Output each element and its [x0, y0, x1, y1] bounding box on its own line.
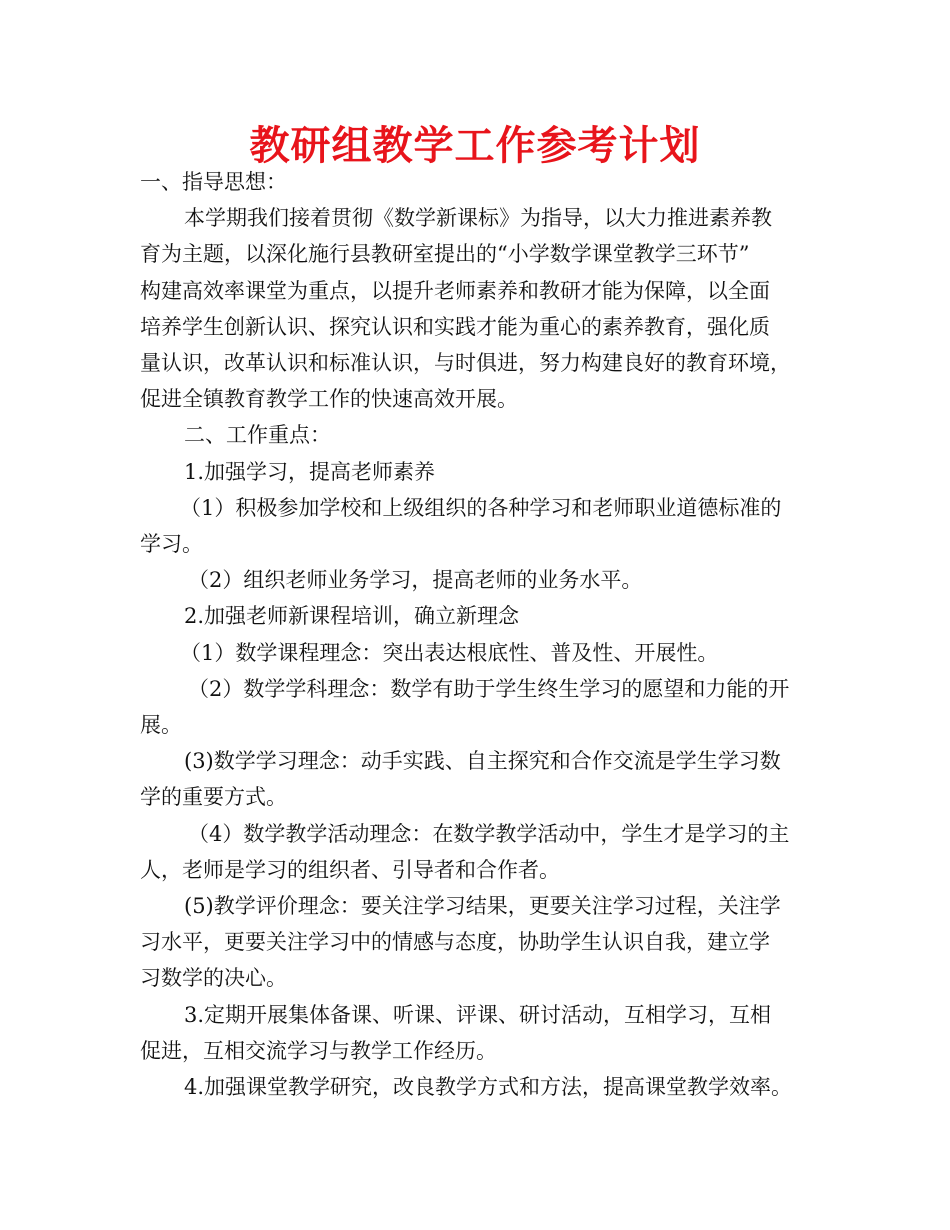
list-item: (5)教学评价理念：要关注学习结果，更要关注学习过程，关注学	[184, 894, 781, 919]
list-item: （2）数学学科理念：数学有助于学生终生学习的愿望和力能的开	[188, 676, 790, 701]
document-title: 教研组教学工作参考计划	[249, 123, 701, 169]
paragraph-line: 促进全镇教育教学工作的快速高效开展。	[140, 387, 518, 412]
document-body	[140, 164, 812, 1105]
paragraph-line: 培养学生创新认识、探究认识和实践才能为重心的素养教育，强化质	[140, 314, 770, 339]
list-item-continuation: 习水平，更要关注学习中的情感与态度，协助学生认识自我，建立学	[140, 930, 770, 955]
list-item-continuation: 学习。	[140, 532, 203, 557]
list-item: (3)数学学习理念：动手实践、自主探究和合作交流是学生学习数	[184, 749, 781, 774]
list-item-heading: 2.加强老师新课程培训，确立新理念	[184, 604, 520, 629]
list-item-heading: 3.定期开展集体备课、听课、评课、研讨活动，互相学习，互相	[184, 1002, 772, 1027]
list-item: （1）数学课程理念：突出表达根底性、普及性、开展性。	[180, 640, 719, 665]
paragraph-line: 构建高效率课堂为重点，以提升老师素养和教研才能为保障，以全面	[140, 278, 770, 303]
list-item-continuation: 学的重要方式。	[140, 785, 287, 810]
list-item: （4）数学教学活动理念：在数学教学活动中，学生才是学习的主	[188, 821, 790, 846]
list-item-continuation: 习数学的决心。	[140, 966, 287, 991]
paragraph-line: 本学期我们接着贯彻《数学新课标》为指导，以大力推进素养教	[184, 206, 772, 231]
list-item-heading: 4.加强课堂教学研究，改良教学方式和方法，提高课堂教学效率。	[184, 1075, 793, 1100]
list-item-continuation: 展。	[140, 713, 182, 738]
list-item: （2）组织老师业务学习，提高老师的业务水平。	[188, 568, 643, 593]
paragraph-line: 育为主题，以深化施行县教研室提出的“小学数学课堂教学三环节”	[140, 242, 750, 267]
list-item: （1）积极参加学校和上级组织的各种学习和老师职业道德标准的	[180, 495, 782, 520]
list-item-heading: 1.加强学习，提高老师素养	[184, 459, 436, 484]
section-heading-work-focus: 二、工作重点：	[184, 423, 331, 448]
paragraph-line: 量认识，改革认识和标准认识，与时俱进，努力构建良好的教育环境，	[140, 351, 791, 376]
list-item-continuation: 促进，互相交流学习与教学工作经历。	[140, 1038, 497, 1063]
section-heading-guiding-thought: 一、指导思想：	[140, 170, 287, 194]
list-item-continuation: 人，老师是学习的组织者、引导者和合作者。	[140, 857, 560, 882]
